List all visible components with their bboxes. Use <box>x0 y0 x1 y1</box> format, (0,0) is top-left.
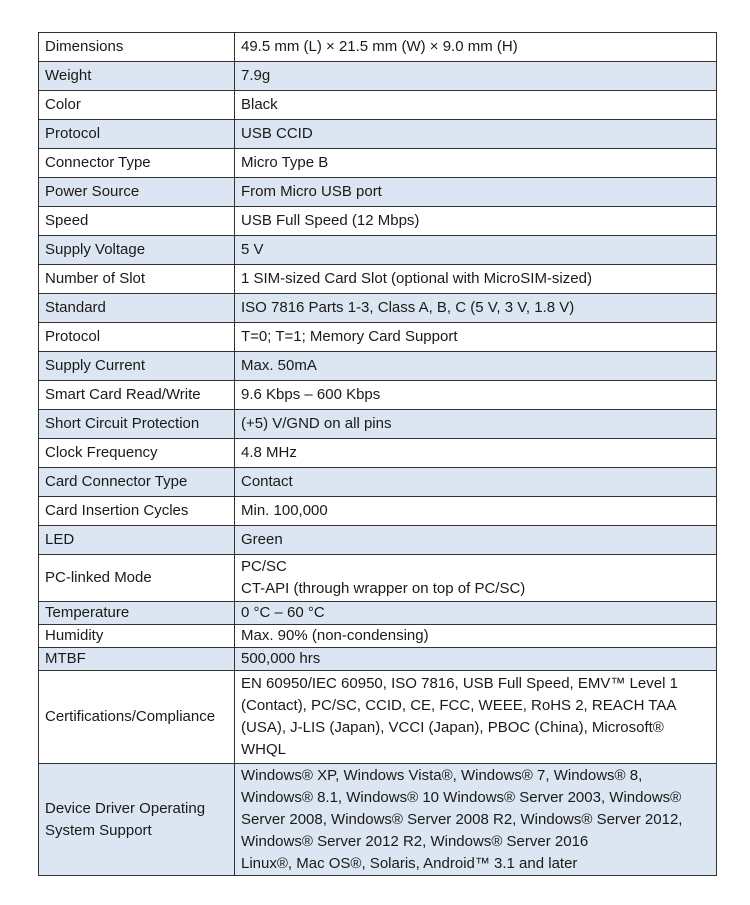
spec-value: Max. 50mA <box>235 352 717 381</box>
specifications-table <box>38 32 717 876</box>
table-row <box>39 33 717 62</box>
table-row <box>39 62 717 91</box>
spec-label: Protocol <box>39 120 235 149</box>
table-row <box>39 410 717 439</box>
spec-value: Min. 100,000 <box>235 497 717 526</box>
spec-value: 0 °C – 60 °C <box>235 602 717 625</box>
spec-value: 5 V <box>235 236 717 265</box>
spec-label: Power Source <box>39 178 235 207</box>
spec-value: 500,000 hrs <box>235 648 717 671</box>
spec-label: Temperature <box>39 602 235 625</box>
spec-value: From Micro USB port <box>235 178 717 207</box>
spec-value: Black <box>235 91 717 120</box>
spec-label: Humidity <box>39 625 235 648</box>
spec-value: USB CCID <box>235 120 717 149</box>
spec-value: 1 SIM-sized Card Slot (optional with MicroSIM-sized) <box>235 265 717 294</box>
spec-value: Micro Type B <box>235 149 717 178</box>
spec-value: PC/SC CT-API (through wrapper on top of PC/SC) <box>235 555 717 602</box>
table-row <box>39 625 717 648</box>
spec-label: Number of Slot <box>39 265 235 294</box>
spec-label: Card Connector Type <box>39 468 235 497</box>
spec-label: Connector Type <box>39 149 235 178</box>
spec-label: LED <box>39 526 235 555</box>
spec-value: Contact <box>235 468 717 497</box>
table-row <box>39 323 717 352</box>
table-row <box>39 764 717 876</box>
table-row <box>39 91 717 120</box>
spec-label: Device Driver Operating System Support <box>39 764 235 876</box>
spec-label: Dimensions <box>39 33 235 62</box>
spec-value: Max. 90% (non-condensing) <box>235 625 717 648</box>
spec-value: Windows® XP, Windows Vista®, Windows® 7, Windows® 8, Windows® 8.1, Windows® 10 Windows® Server 2003, Windows® Server 2008, Windows® Server 2008 R2, Windows® Server 2012, Windows® Server 2012 R2, Windows® Server 2016 Linux®, Mac OS®, Solaris, Android™ 3.1 and later <box>235 764 717 876</box>
spec-label: Short Circuit Protection <box>39 410 235 439</box>
spec-value: ISO 7816 Parts 1-3, Class A, B, C (5 V, 3 V, 1.8 V) <box>235 294 717 323</box>
spec-label: Supply Voltage <box>39 236 235 265</box>
spec-label: MTBF <box>39 648 235 671</box>
table-row <box>39 207 717 236</box>
table-row <box>39 352 717 381</box>
table-row <box>39 294 717 323</box>
spec-label: Standard <box>39 294 235 323</box>
table-row <box>39 526 717 555</box>
spec-value: Green <box>235 526 717 555</box>
spec-value: T=0; T=1; Memory Card Support <box>235 323 717 352</box>
spec-label: Card Insertion Cycles <box>39 497 235 526</box>
spec-label: PC-linked Mode <box>39 555 235 602</box>
spec-value: USB Full Speed (12 Mbps) <box>235 207 717 236</box>
spec-value: 49.5 mm (L) × 21.5 mm (W) × 9.0 mm (H) <box>235 33 717 62</box>
table-row <box>39 236 717 265</box>
spec-value: 9.6 Kbps – 600 Kbps <box>235 381 717 410</box>
table-row <box>39 381 717 410</box>
table-row <box>39 439 717 468</box>
table-row <box>39 468 717 497</box>
spec-label: Clock Frequency <box>39 439 235 468</box>
table-row <box>39 497 717 526</box>
table-row <box>39 265 717 294</box>
table-row <box>39 648 717 671</box>
spec-label: Certifications/Compliance <box>39 671 235 764</box>
table-row <box>39 178 717 207</box>
spec-label: Weight <box>39 62 235 91</box>
spec-value: 4.8 MHz <box>235 439 717 468</box>
table-row <box>39 602 717 625</box>
table-row <box>39 120 717 149</box>
spec-value: EN 60950/IEC 60950, ISO 7816, USB Full Speed, EMV™ Level 1 (Contact), PC/SC, CCID, CE, FCC, WEEE, RoHS 2, REACH TAA (USA), J-LIS (Japan), VCCI (Japan), PBOC (China), Microsoft® WHQL <box>235 671 717 764</box>
spec-label: Speed <box>39 207 235 236</box>
table-row <box>39 149 717 178</box>
spec-label: Protocol <box>39 323 235 352</box>
spec-label: Supply Current <box>39 352 235 381</box>
table-row <box>39 671 717 764</box>
spec-label: Smart Card Read/Write <box>39 381 235 410</box>
spec-value: (+5) V/GND on all pins <box>235 410 717 439</box>
spec-label: Color <box>39 91 235 120</box>
spec-value: 7.9g <box>235 62 717 91</box>
table-row <box>39 555 717 602</box>
